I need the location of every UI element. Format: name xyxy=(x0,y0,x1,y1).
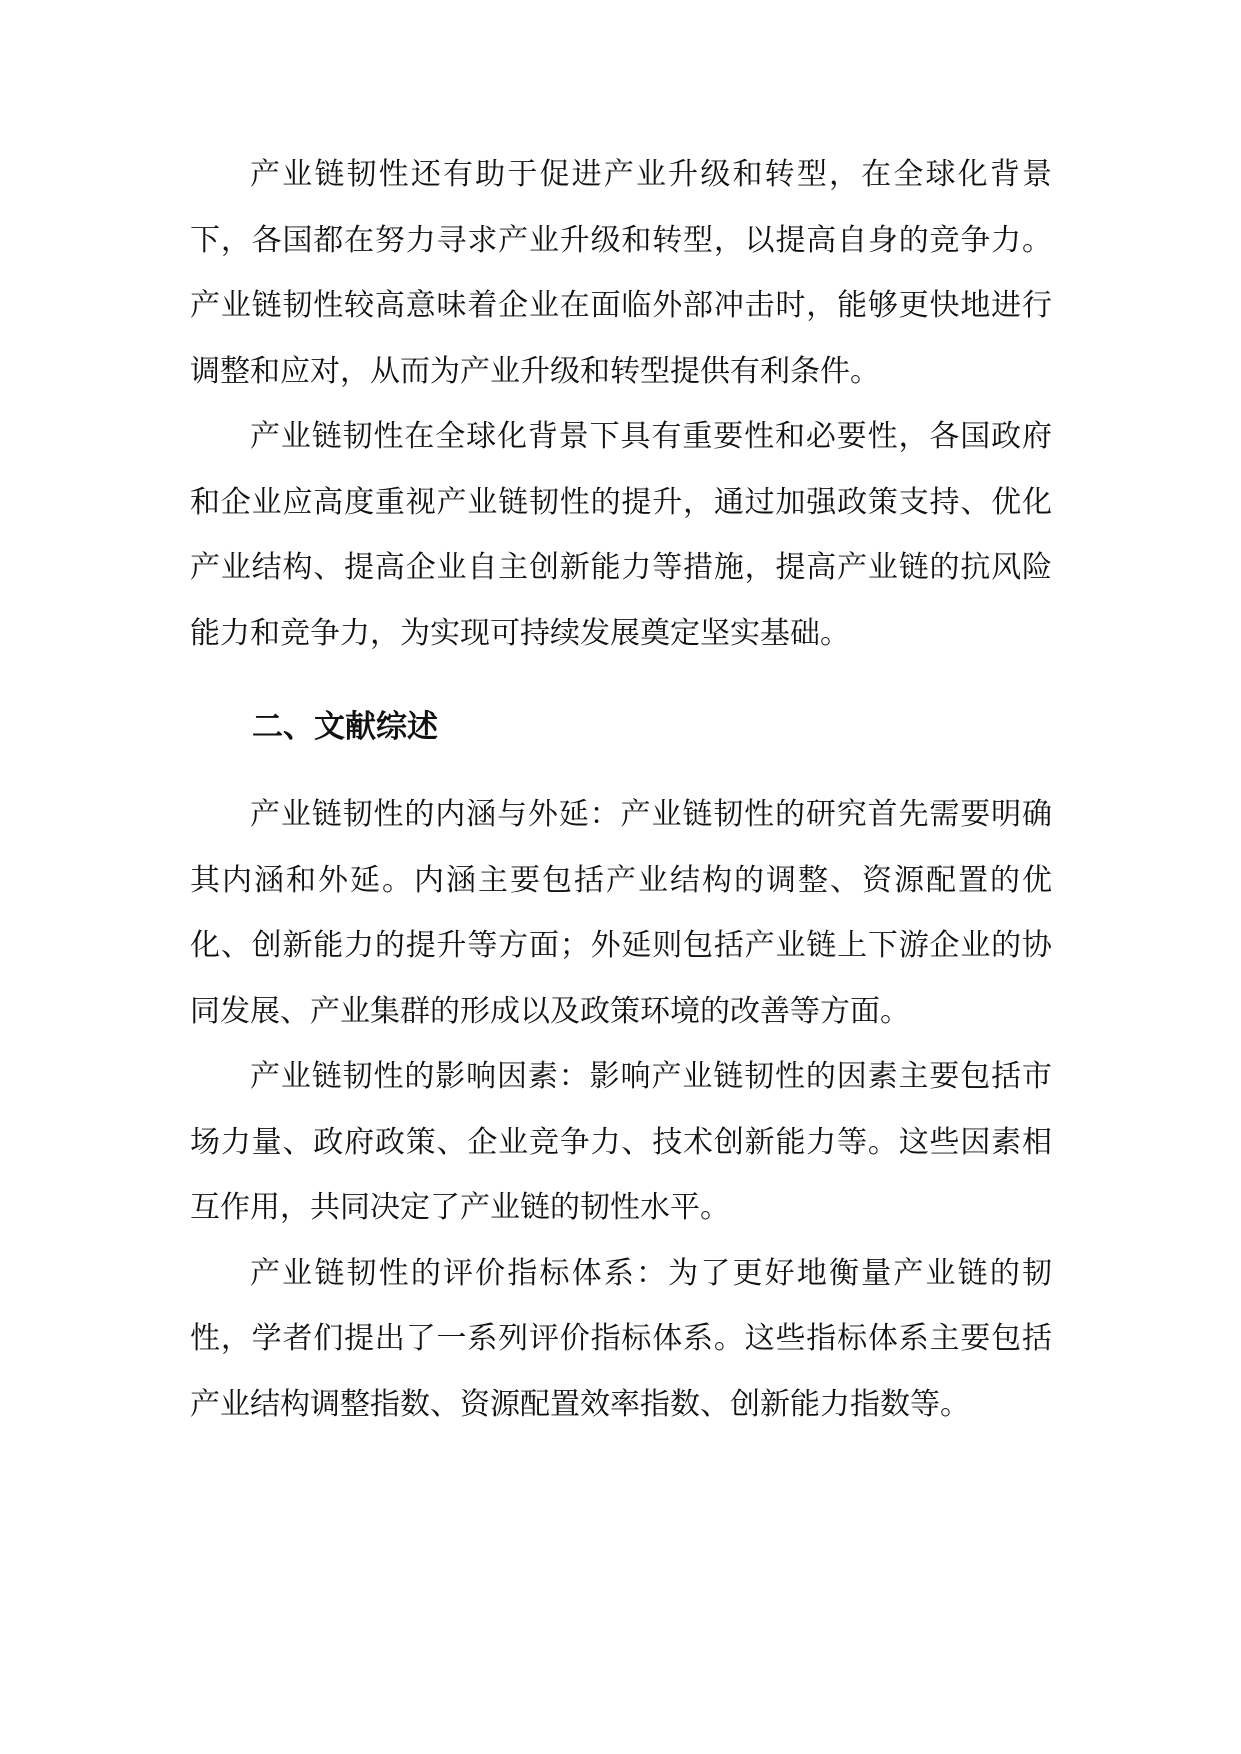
section-heading-literature-review: 二、文献综述 xyxy=(252,709,438,745)
paragraph-evaluation-index: 产业链韧性的评价指标体系：为了更好地衡量产业链的韧性，学者们提出了一系列评价指标体系。这些指标体系主要包括产业结构调整指数、资源配置效率指数、创新能力指数等。 xyxy=(190,1255,1052,1422)
paragraph-connotation: 产业链韧性的内涵与外延：产业链韧性的研究首先需要明确其内涵和外延。内涵主要包括产业结构的调整、资源配置的优化、创新能力的提升等方面；外延则包括产业链上下游企业的协同发展、产业集群的形成以及政策环境的改善等方面。 xyxy=(190,797,1052,1029)
paragraph-influencing-factors: 产业链韧性的影响因素：影响产业链韧性的因素主要包括市场力量、政府政策、企业竞争力、技术创新能力等。这些因素相互作用，共同决定了产业链的韧性水平。 xyxy=(190,1059,1052,1225)
paragraph-importance: 产业链韧性在全球化背景下具有重要性和必要性，各国政府和企业应高度重视产业链韧性的提升，通过加强政策支持、优化产业结构、提高企业自主创新能力等措施，提高产业链的抗风险能力和竞争力，为实现可持续发展奠定坚实基础。 xyxy=(190,419,1052,651)
paragraph-industrial-upgrade: 产业链韧性还有助于促进产业升级和转型，在全球化背景下，各国都在努力寻求产业升级和转型，以提高自身的竞争力。产业链韧性较高意味着企业在面临外部冲击时，能够更快地进行调整和应对，从而为产业升级和转型提供有利条件。 xyxy=(190,157,1052,389)
document-body xyxy=(190,142,1052,1437)
